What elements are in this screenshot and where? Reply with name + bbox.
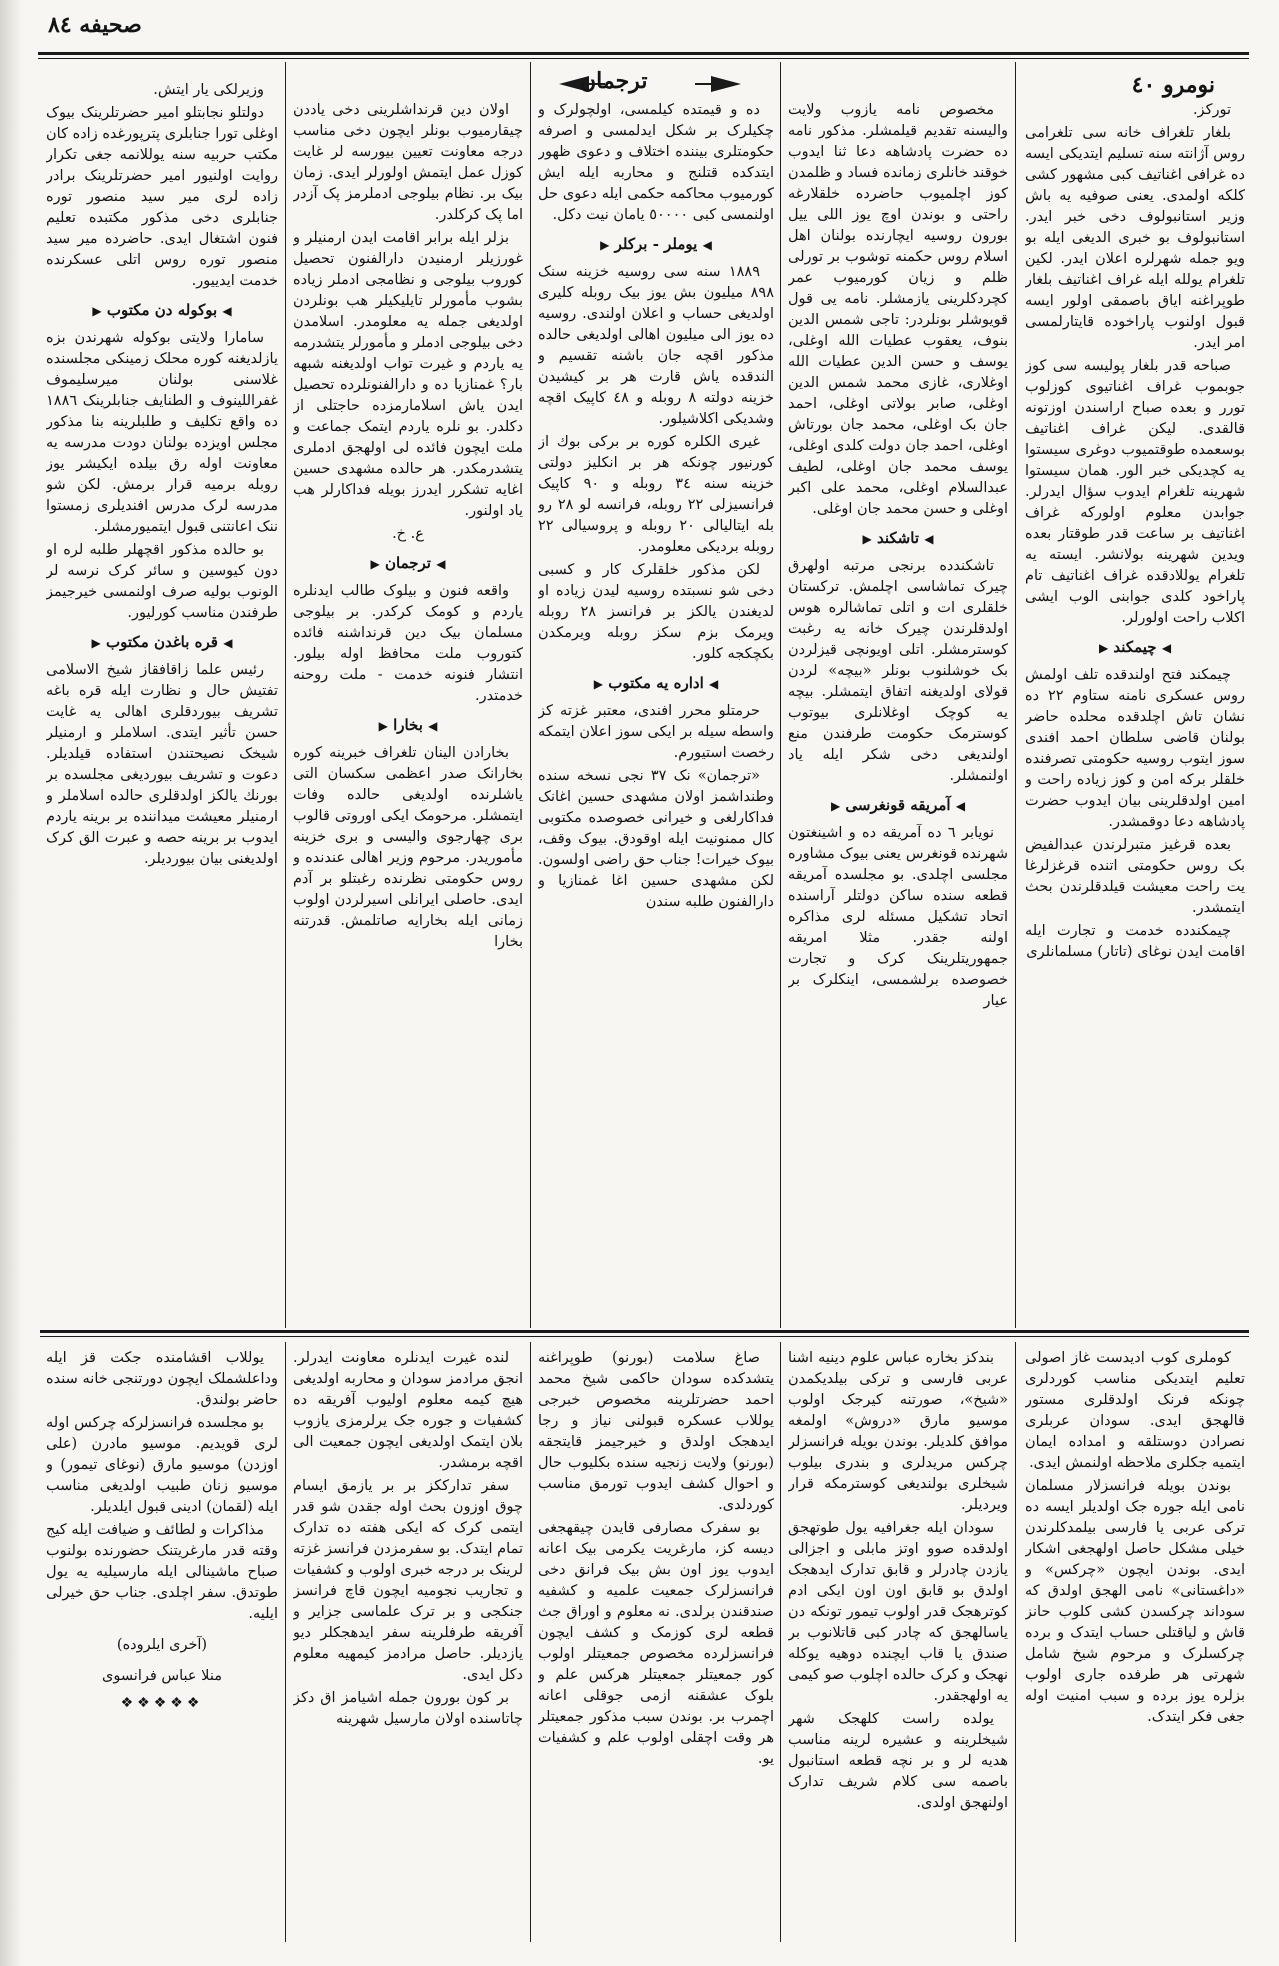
paragraph: بزلر ایله برابر اقامت ایدن ارمنیلر و غورزیلر ارمنیدن دارالفنون تحصیل کوروب بیلوجی و نظامجی ادملر زیاده بشوب مأمورلر تایلیکیلر هب بونلردن اولدیغی جمله یه معلومدر. اسلامدن دخی بیلوجی ادملر و مأمورلر یتشدرمه یه یاردم و غیرت تواب اولدیغنه شبهه بار؟ غمنازیا ده و دارالفنونلرده تحصیل ایدن یاش اسلامارمزده حاجتلی از دکلدر. بو نلره یاردم ایتمک جماعت و ملت ایچون فائده لی اولهجق ادملری یتشدرمکدر. هر حالده مشهدی حسین اغایه تشکرر ایدرز بویله فداکارلر هب یاد اولنور. [293, 230, 523, 519]
page-edge-shadow [0, 0, 22, 1966]
signature-initials: ع. خ. [392, 526, 424, 542]
paragraph: تورکز. [1192, 102, 1231, 118]
bottom-column-1 [1025, 1348, 1245, 1944]
paragraph: وزیرلکی یار ایتش. [153, 82, 264, 98]
section-heading-text: بخارا [393, 716, 423, 734]
paragraph: بعده قرغیز متبرلرندن عبدالفیض بک روس حکومتی اتنده قرغزلرغا یت راحت معیشت قیلدقلرندن بحث ایتمشدر. [1025, 837, 1245, 916]
section-heading: ◀︎ یوملر - برکلر ▶︎ [600, 235, 712, 253]
author-signature: منلا عباس فرانسوی [102, 1668, 222, 1684]
top-column-3 [538, 100, 774, 1322]
paragraph: رئیس علما زاقافقاز شیخ الاسلامی تفتیش حال و نظارت ایله قره باغه تشریف بیوردقلری اهالی یه غایت حسن تأثیر ایتدی. اسلاملر و ارمنیلر شیخک نصیحتندن استفاده قیلدیلر. دعوت و تشریف بیوردیغی مجلسده بر بورنك یالکز اولدقلری حالده اسلاملر و ارمنیلر معیشت میداننده بر برینه یاردم ایدوب بر برینه حصه و عبرت الق کرک اولدیغنی بیان بیوردیلر. [46, 662, 278, 867]
bottom-column-4 [293, 1348, 523, 1944]
paragraph: صاغ سلامت (بورنو) طوپراغنه یتشدکده سودان حاکمی شیخ محمد احمد حضرتلرینه مخصوص خبرجی یوللاب عسکره قبولنی نیاز و رجا ایدهجک اولدق و خیرجیمز قایتجقه (بورنو) ولایت زنجیه سنده بکلیوب حال و احوال کشف ایدوب تورمق مناسب کوردلدی. [538, 1350, 774, 1513]
paragraph: سفر تدارککز بر بر یازمق ایسام چوق اوزون بحث اوله جقدن شو قدر ایتمی کرک که ایکی هفته ده تدارک تمام ایتدک. بو سفرمزدن فرانسز غزته لرینک بر درجه خبری اولوب و کشفیات و تجاریب نجومیه ایچون قاچ فرانسز جنکجی و بر ترک علماسی جزایر و آفریقه طرفلرینه سفر ایدهجکلر دیو یازدیلر. حاصل مرادمز کیمهیه معلوم دکل ایدی. [293, 1478, 523, 1683]
paragraph: بخارادن الینان تلغراف خبرینه کوره بخارانک صدر اعظمی سکسان التی یاشلرنده اولدیغی حالده وفات ایتمشلر. مرحومک ایکی اوروتی قالوب بری چهارجوی والیسی و بری خزینه مأموریدر. مرحوم وزیر اهالی عندنده و روس حکومتی نظرنده رغبتلو بر آدم ایدی. حاصلی ایرانلی اسیرلردن اولوب زمانی ایله بخارایه صاتلمش. قدرتنه بخارا [293, 745, 523, 950]
section-heading: ◀︎ اداره یه مکتوب ▶︎ [593, 674, 719, 692]
section-heading: ◀︎ بوکوله دن مکتوب ▶︎ [92, 301, 232, 319]
section-heading-text: بوکوله دن مکتوب [106, 301, 218, 319]
bottom-column-5 [46, 1348, 278, 1944]
column-divider [780, 62, 781, 1328]
top-column-1 [1025, 100, 1245, 1322]
paragraph: بو مجلسده فرانسزلرکه چرکس اوله لری قویدیم. موسیو مادرن (علی اوزدن) موسیو مارق (نوغای تیمور) و موسیو زنان طبیب اولدیغی مناسب ایله (لقمان) ادینی قبول ایلدیلر. [46, 1415, 278, 1515]
paragraph: تاشکندده برنجی مرتبه اولهرق چیرک تماشاسی اچلمش. ترکستان خلقلری ات و اتلی تماشالره هوس اولدقلرندن چیرک خانه یه رغبت کوسترمشلر. اتلی اویونچی قیزلردن بک خوشلنوب بونلر «بیچه» لردن قولای اولدیغنه اتفاق ایتمشلر. بیچه یه کوچک اوغلانلری بیوتوب کوسترمک حکومت طرفندن منع اولندیغی دخی شکر ایله یاد اولنمشلر. [788, 558, 1008, 784]
paragraph: ١٨٨٩ سنه سی روسیه خزینه سنک ٨٩٨ میلیون بش یوز بیک روبله کلیری اولدیغی حساب و اعلان اولندی. روسیه ده یوز الی میلیون اهالی اولدیغی حالده مذکور اقچه جان باشنه تقسیم و الندقده یاش قارت هر بر کیشیدن خزینه دولته ٨ روبله و ٤٨ کاپیک اقچه وشدیکی اکلاشیلور. [538, 264, 774, 427]
paragraph: چیمکند فتح اولندقده تلف اولمش روس عسکری نامنه ستاوم ٢٢ ده نشان تاش اچلدقده محلده حاضر بولنان قاضی سلطان احمد افندی سوز ایتوب روسیه حکومتی تصرفنده خلقلر برکه امن و کوز زیاده راحت و امین اولدقلرینی بیان ایدوب حضرت پادشاهه دعا دوقمشدر. [1025, 667, 1245, 830]
paragraph: غیری الکلره کوره بر برکی بوك از کورنیور چونکه هر بر انکلیز دولتی خزینه سنه ٣٤ روبله و ٩٠ کاپیک فرانسیزلی ٢٢ روبله، فرانسه لو ٢٨ رو بله ایتالیالی ٢٠ روبله و پروسیالی ٢٢ روبله بردیکی معلومدر. [538, 434, 774, 555]
paper-title: ترجمان [580, 68, 648, 94]
section-heading: ◀︎ ترجمان ▶︎ [370, 554, 446, 572]
paragraph: بو حالده مذکور اقچهلر طلبه لره او دون کیوسین و سائر کرک نرسه لر الونوب بولیه صرف اولنمسی خیرجیمز طرفندن مناسب کورلیور. [46, 542, 278, 621]
paragraph: حرمتلو محرر افندی، معتبر غزته کز واسطه سیله بر ایکی سوز اعلان ایتمکه رخصت استیورم. [538, 703, 774, 761]
section-heading-text: ترجمان [385, 554, 431, 572]
paragraph: لکن مذکور خلقلرک کار و کسبی دخی شو نسبتده روسیه لیدن زیاده او لدیغندن یالکز بر فرانسز ٢٨ روبله ویرمک بزم سکز روبله ویرمکدن بکچکجه کلور. [538, 562, 774, 662]
column-divider [780, 1342, 781, 1942]
paragraph: بر کون بورون جمله اشیامز اق دکز چاتاسنده اولان مارسیل شهرینه [293, 1690, 523, 1727]
section-heading: ◀︎ چیمکند ▶︎ [1098, 638, 1172, 656]
column-divider [530, 1342, 531, 1942]
paragraph: بوندن بویله فرانسزلار مسلمان نامی ایله جوره جک اولدیلر ایسه ده ترکی عربی یا فارسی بیلمدکلرندن خیلی مشکل حاصل اولهجغی اشکار ایدی. بوندن ایچون «چرکس» و «داغستانی» نامی الهجق اولدق که سوداند چرکسدن کشی کلوب حانز قاش و لیاقتلی حساب ایتدک و برده چرکسلرک و مرحوم شیخ شامل شهرتی هر طرفده جاری اولوب بزلره یوز برده و سبب امنیت اوله جغی فکر ایتدک. [1025, 1478, 1245, 1725]
section-heading: ◀︎ بخارا ▶︎ [378, 716, 438, 734]
top-column-4 [293, 100, 523, 1322]
section-heading: ◀︎ تاشکند ▶︎ [862, 529, 934, 547]
section-divider-rule-thin [40, 1336, 1249, 1337]
column-divider [1015, 62, 1016, 1328]
column-divider [1015, 1342, 1016, 1942]
section-heading-text: آمریقه قونغرسی [845, 796, 951, 814]
bottom-column-3 [538, 1348, 774, 1944]
paragraph: سودان ایله جغرافیه یول طوتهجق اولدقده صوو اوتز مابلی و اجزالی یازدن چادرلر و قابق تدارک ایدهجک اولدق بو قابق اون اون ایکی ادم کوترهجک قدر اولوب تیمور تونکه دن یاسالهجق که چادر کبی قاتلانوب بر صندق یا قاب ایچنده دوهیه یوکله نهجک و کرک حالده اچلوب صو کیمی یه اولهجقدر. [788, 1520, 1008, 1704]
paragraph: لنده غیرت ایدنلره معاونت ایدرلر. انجق مرادمز سودان و محاربه اولدیغی هیچ کیمه معلوم اولیوب آفریقه ده کشفیات و جوره جک یرلرمزی یازوب بلان ایتمک اولدیغی ایچون جمعیت الی اقچه برمشدر. [293, 1350, 523, 1471]
section-heading-text: تاشکند [877, 529, 919, 547]
column-divider [285, 62, 286, 1328]
section-heading-text: یوملر - برکلر [614, 235, 698, 253]
paragraph: یوللاب اقشامنده جکت قز ایله وداعلشملک ایچون دورتنجی خانه سنده حاضر بولندق. [46, 1350, 278, 1408]
paragraph: سامارا ولایتی بوکوله شهرندن بزه یازلدیغنه کوره محلک زمینکی مجلسنده غلاسنی بولنان میرسلیموف غفراللینوف و الطنایف جنابلرینک ١٨٨٦ ده واقع تکلیف و طلبلرینه بنا مذکور مجلس اویزده بولنان دودت مدرسه یه معاونت اوله رق بیلده ایکیشر یوز روبله برمیه قرار برمش. لکن شو مدرسه لرک مدرس افندیلری زمستوا ننک اعانتنی قبول ایتمیورمشلر. [46, 330, 278, 535]
paragraph: مذاکرات و لطائف و ضیافت ایله کیج وقته قدر مارغریتنک حضورنده بولنوب صباح ماشینالی ایله مارسیلیه یه یول طوتدق. سفر اچلدی. جناب حق خیرلی ایلیه. [46, 1522, 278, 1622]
top-column-5 [46, 80, 278, 1322]
bottom-column-2 [788, 1348, 1008, 1944]
header-rule [38, 52, 1249, 55]
paragraph: «ترجمان» نک ٣٧ نجی نسخه سنده وطنداشمز اولان مشهدی حسین اغانک فداکارلغی و خیرانی خصوصده مکتوبی کال ممنونیت ایله اوقودق. بیوک وقف، بیوک خیرات! جناب حق راضی اولسون. لکن مشهدی حسین اغا غمنازیا و دارالفنون طلبه سندن [538, 768, 774, 910]
section-heading-text: قره باغدن مکتوب [106, 633, 218, 651]
ornament-stars: ❖❖❖❖❖ [120, 1695, 204, 1711]
column-divider [530, 62, 531, 1328]
section-heading-text: اداره یه مکتوب [608, 674, 704, 692]
paragraph: بندکز بخاره عباس علوم دینیه اشنا عربی فارسی و ترکی بیلدیکمدن «شیخ»، صورتنه کیرجک اولوب موسیو مارق «دروش» اولمغه موافق کلدیلر. بوندن بویله فرانسزلر چرکس مریدلری و بندری بیلوب شیخلری بولندیغی کوسترمکه قرار ویردیلر. [788, 1350, 1008, 1513]
paragraph: واقعه فنون و بیلوک طالب ایدنلره یاردم و کومک کرکدر. بر بیلوجی مسلمان بیک دین قرنداشنه فائده کتوروب ملت محافظ اوله بیلور. انتشار فنونه خدمت - ملت روحنه خدمتدر. [293, 583, 523, 704]
paragraph: اولان دین قرنداشلرینی دخی یاددن چیقارمیوب بونلر ایچون دخی مناسب درجه معاونت تعیین بیورسه لر غایت کوزل عمل ایتمش اولورلر ایدی. زمان بیک بر. نظام بیلوجی ادملرمز پک آزدر اما پک کرکلدر. [293, 102, 523, 223]
issue-number-label: نومرو ٤٠ [1131, 72, 1215, 98]
header-rule-thin [38, 58, 1249, 59]
section-heading-text: چیمکند [1113, 638, 1157, 656]
paragraph: صباحه قدر بلغار پولیسه سی کوز جوبموب غراف اغناتیوی کوزلوب تورر و بعده صباح اراسندن اوزتونه قالقدی. لیکن غراف اغناتیف بوسعمده طوقتمیوب دوغری سیستوا یه کچدیکی خبر الور. همان سیستوا شهرینه تلغرام ایدوب سؤال ایدرلر. جوابدن معلوم اولورکه غراف اغناتیف بر ساعت قدر طوقتار بعده ویدین شهرینه بولانشر. ایسته یه تلغرام یوللادقده غراف اغناتیف تام پاراخود کلدی جوابنی الوب ایشی اکلاب راحت اولورلر. [1025, 358, 1245, 626]
paragraph: ده و قیمتده کیلمسی، اولچولرک و چکیلرک بر شکل ایدلمسی و اصرفه حکومتلری بیننده اختلاف و دعوی ظهور ایتدکده قتلنج و محاربه ایله ایش کورمیوب محاکمه حکمی ایله دعوی حل اولنمسی کبی ٥٠٠٠٠ یامان نیت دکل. [538, 102, 774, 223]
page-number-label: صحیفه ٨٤ [48, 12, 142, 38]
section-heading: ◀︎ آمریقه قونغرسی ▶︎ [830, 796, 966, 814]
paragraph: چیمکندده خدمت و تجارت ایله اقامت ایدن نوغای (تاتار) مسلمانلری [1025, 923, 1245, 960]
top-column-2 [788, 100, 1008, 1322]
paragraph: کوملری کوب ادیدست غاز اصولی تعلیم ایتدیکی مناسب کوردلری چونکه فرنک اولدقلری مستور قالهجق ایدی. سودان عربلری نصرادن دوستلقه و امداده ایمان ایتمیه جکلری ملاحظه اولنمش ایدی. [1025, 1350, 1245, 1471]
paragraph: دولتلو نجابتلو امیر حضرتلرینک بیوک اوغلی تورا جنابلری پترپورغده زاده کان مکتب حربیه سنه یوللانمه جغی تکرار روایت اولنیور امیر حضرتلرینک برادر زاده لری میر سید منصور توره جنابلری دخی مذکور مکتبده تعلیم فنون اشتغال ایدی. حاضرده میر سید منصور توره روس اتلی عسکرنده خدمت ایدییور. [46, 105, 278, 289]
paragraph: بو سفرک مصارفی قایدن چیقهجغی دیسه کز، مارغریت یکرمی بیک اعانه ایدوب یوز اون بش بیک فرانق دخی فرانسزلرک جمعیت علمیه و کشفیه صندقندن برلدی. نه معلوم و اوراق جث قطعه لری کوزمک و کشف ایچون فرانسزلرده مخصوص جمعیتلر اولوب کور جمعیتلر جمعیتلر هرکس علم و بلوک عشقنه ازمی جوقلی اعانه اچمرب بر. بوندن سبب مذکور جمعیتلر هر وقت اچقلی اولوب علم و کشفیات یو. [538, 1520, 774, 1767]
column-divider [285, 1342, 286, 1942]
section-heading: ◀︎ قره باغدن مکتوب ▶︎ [91, 633, 233, 651]
paragraph: مخصوص نامه یازوب ولایت والیسنه تقدیم قیلمشلر. مذکور نامه ده حضرت پادشاهه دعا ثنا ایدوب خوقند خانلری زمانده فساد و ظلمدن کوز اچلمیوب حاضرده خلقلارغه راحتی و بوندن اوچ یوز اللی ییل بورون روسیه ایچارنده بولنان اهل اسلام روس حکمنه توشوب بر تورلی ظلم و زیان کورمیوب عمر کچردکلرینی یازمشلر. نامه یی قول قویوشلر بونلردر: تاجی شمس الدین بنوف، یعقوب عطیات الله اوغلی، یوسف و حسن الدین عطیات الله اوغلاری، غازی محمد شمس الدین اوغلی، صابر بولاتی اوغلی، احمد جان بک اوغلی، محمد جان بورتاش اوغلی، احمد جان دولت کلدی اوغلی، یوسف محمد جان اوغلی، لطیف عبدالسلام اوغلی، محمد علی اکبر اوغلی و حسن محمد جان اوغلی. [788, 102, 1008, 517]
paragraph: یولده راست کلهجک شهر شیخلرینه و عشیره لرینه مناسب هدیه لر و بر نچه قطعه استانبول باصمه سی کلام شریف تدارک اولنهجق اولدی. [788, 1711, 1008, 1811]
paragraph: نویابر ٦ ده آمریقه ده و اشینغتون شهرنده قونغرس یعنی بیوک مشاوره مجلسی اچلدی. بو مجلسده آمریقه قطعه سنده ساکن دولتلر آراسنده اتحاد تشکیل مسئله لری مذاکره اولنه جقدر. مثلا امریقه جمهوریتلرینک کرک و تجارت خصوصده برلشمسی، اینکلرک بر عیار [788, 825, 1008, 1009]
section-divider-rule [40, 1330, 1249, 1333]
paragraph: بلغار تلغراف خانه سی تلغرامی روس آژانته سنه تسلیم ایتدیکی ایسه ده غرافی اغناتیف کبی مشهور کشی کلکه اولمدی. یعنی صوفیه یه باش وزیر استانبولوف دخی خبر ایدر. استانبولوف بو خبری الدیغی ایله بو ویو جمله شهرلره اعلان ایدر. لکین تلغرام یولله ایله غراف اغناتیف بلغار طوپراغنه ایاق باصمقی اولور ایسه قبول اولنوب پاراخوده قایتارلمسی امر ایدر. [1025, 125, 1245, 351]
to-be-continued-note: (آخری ایلروده) [116, 1637, 208, 1653]
